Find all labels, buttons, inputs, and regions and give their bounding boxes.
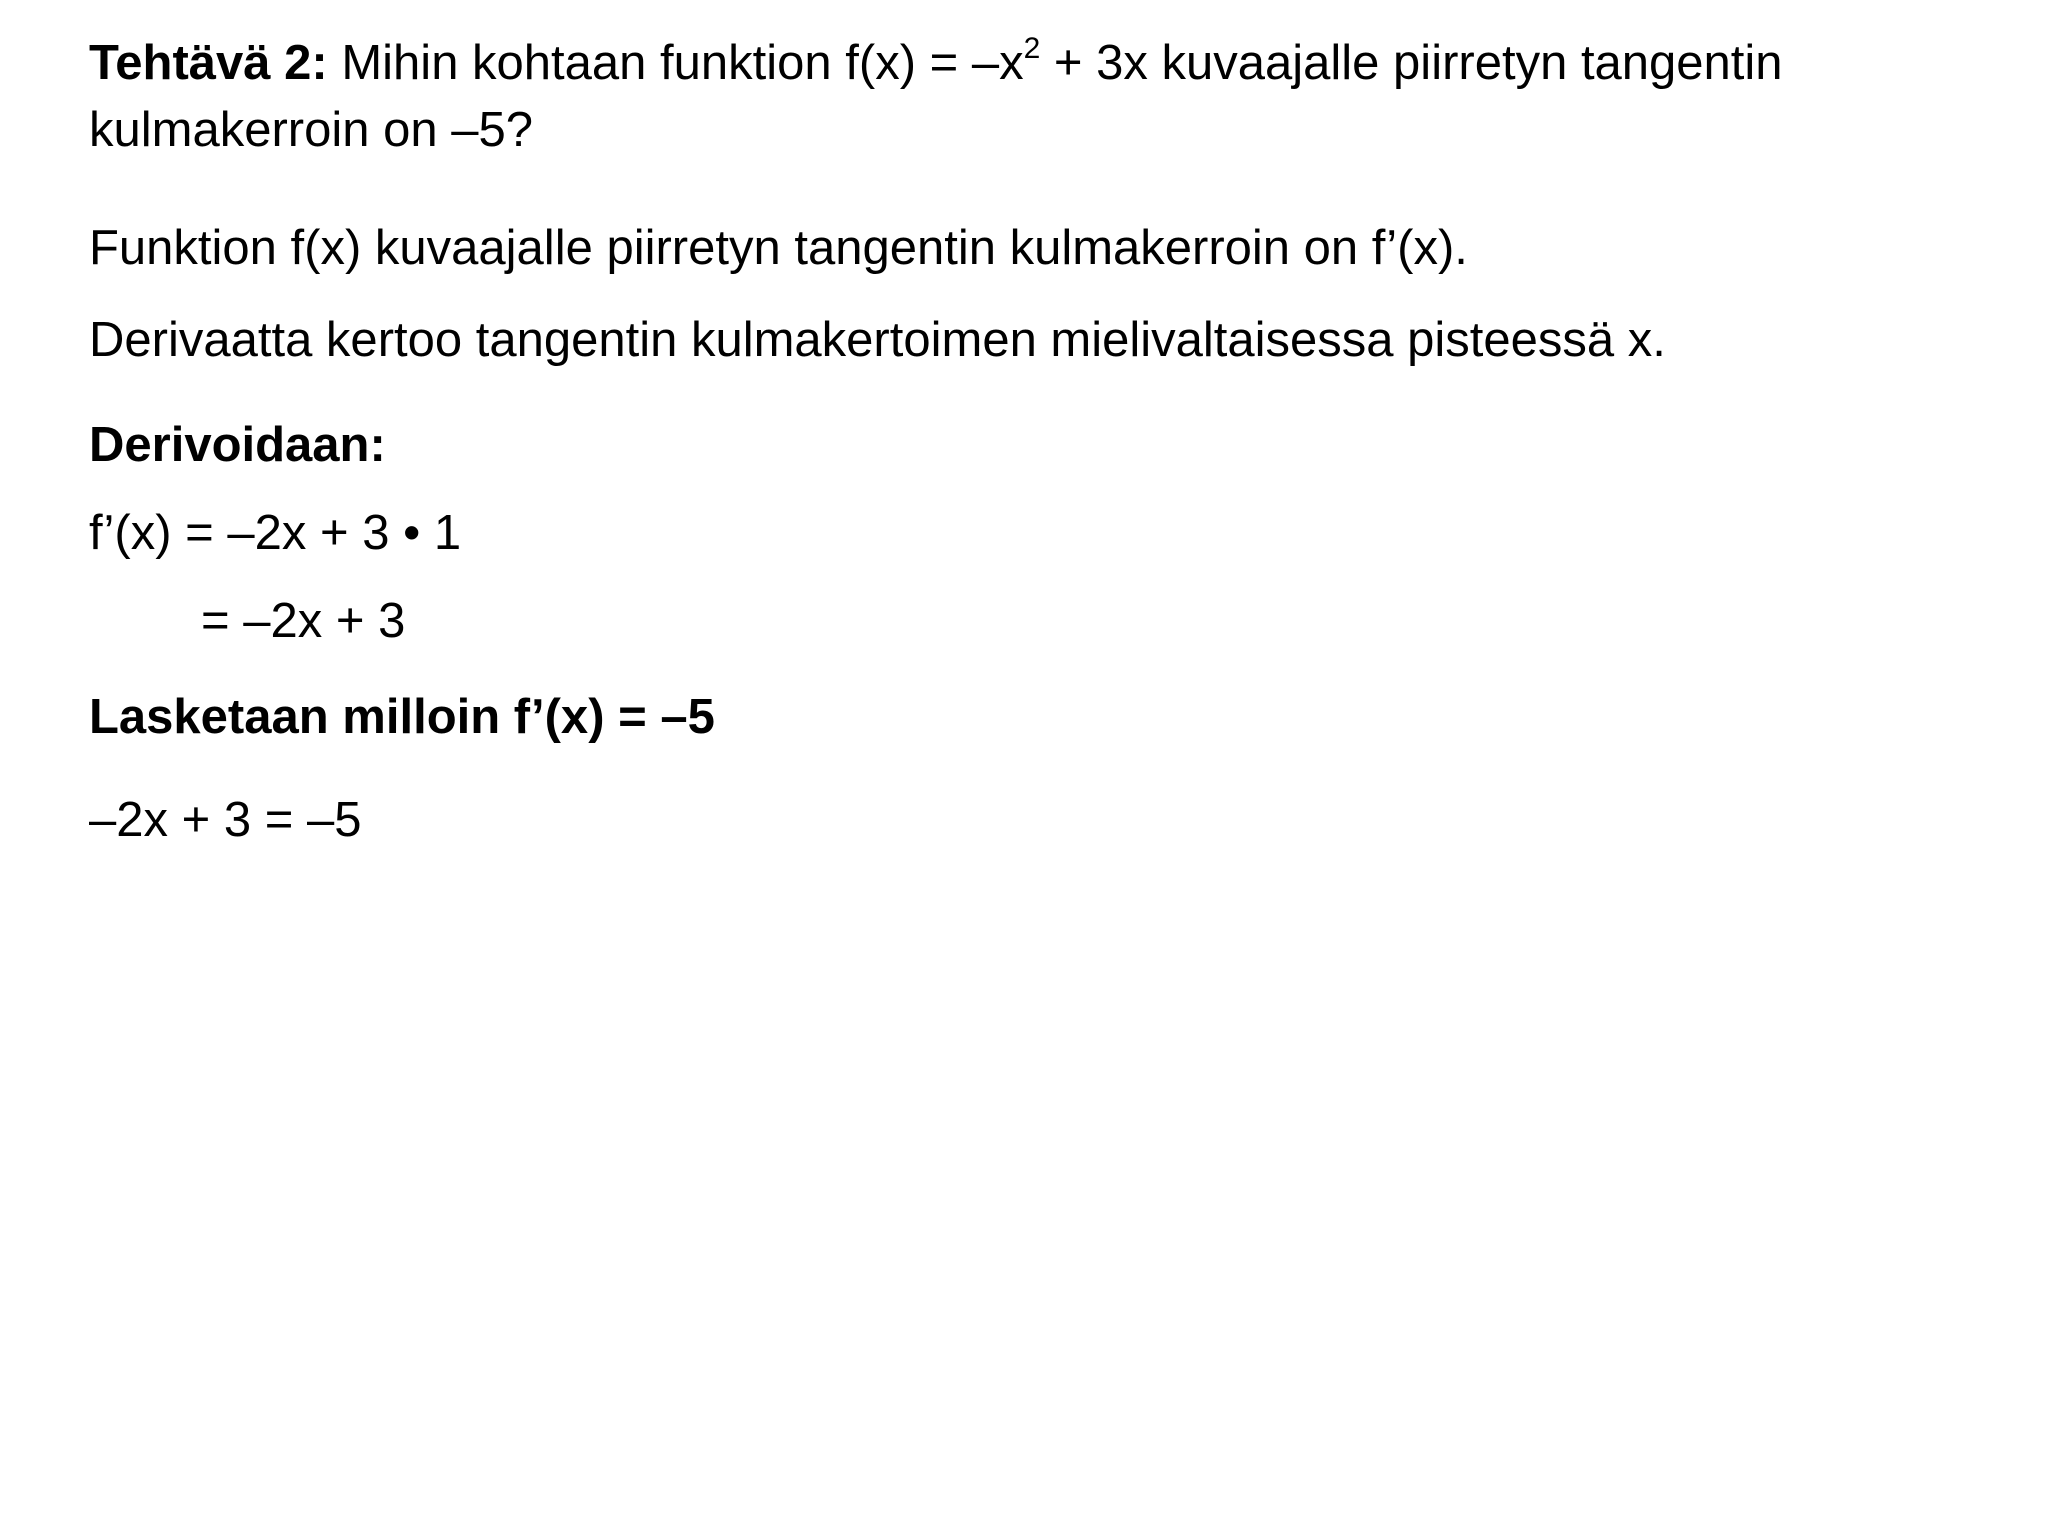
paragraph-tangent-slope: Funktion f(x) kuvaajalle piirretyn tangentin kulmakerroin on f’(x).	[89, 221, 1468, 275]
task-statement	[89, 30, 1783, 96]
task-question-part1: Mihin kohtaan funktion f(x) = –x	[327, 36, 1024, 90]
heading-derivation: Derivoidaan:	[89, 418, 386, 472]
task-label: Tehtävä 2:	[89, 36, 328, 90]
derivative-step-1: f’(x) = –2x + 3 • 1	[89, 506, 462, 560]
derivative-step-2: = –2x + 3	[201, 594, 406, 648]
task-question-line2: kulmakerroin on –5?	[89, 103, 533, 157]
paragraph-derivative-meaning: Derivaatta kertoo tangentin kulmakertoimen mielivaltaisessa pisteessä x.	[89, 313, 1666, 367]
solve-equation: –2x + 3 = –5	[89, 793, 362, 847]
task-exponent: 2	[1023, 31, 1041, 65]
slide	[89, 0, 1989, 1536]
task-question-part2: + 3x kuvaajalle piirretyn tangentin	[1040, 36, 1783, 90]
heading-solve: Lasketaan milloin f’(x) = –5	[89, 690, 715, 744]
